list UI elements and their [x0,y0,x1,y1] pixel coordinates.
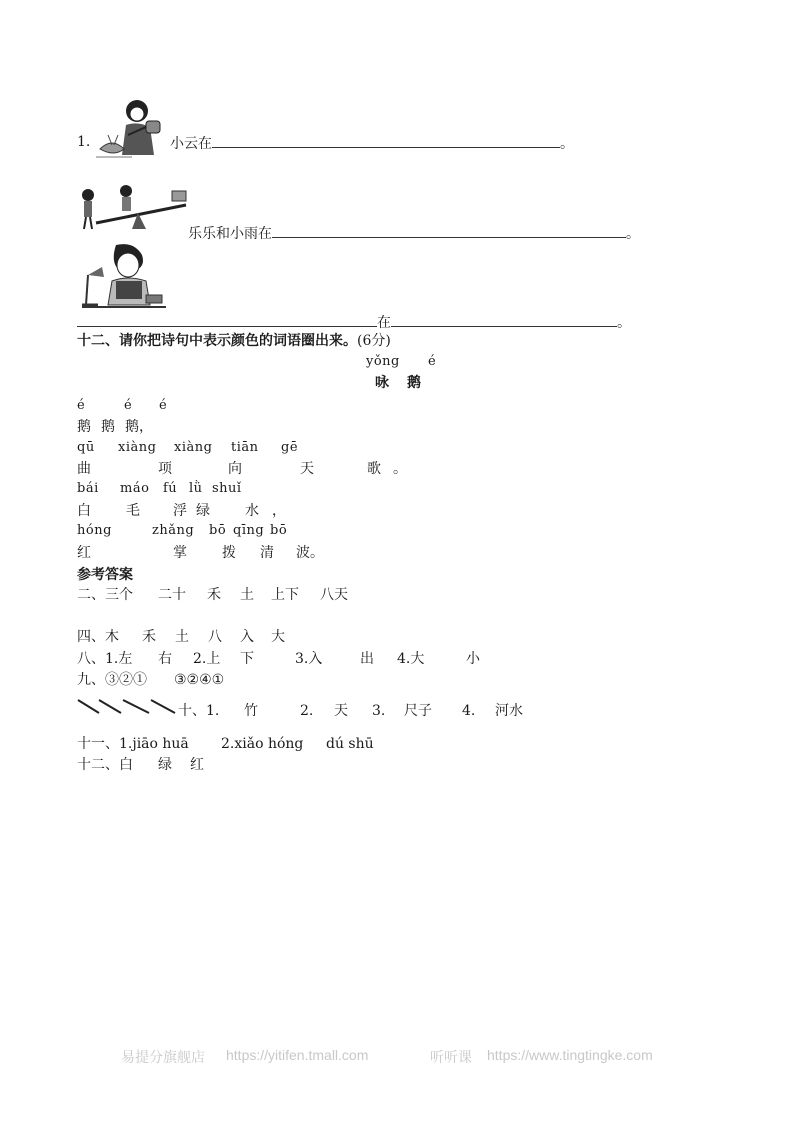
poem-punct: ， [272,503,286,519]
poem-char: 掌 [173,545,187,561]
item-3-prompt: 在 。 [77,312,631,332]
answer-item: 2. [300,703,314,719]
answer-item: 出 [360,651,374,667]
answer-item: 3.入 [295,651,323,667]
pinyin: é [159,398,168,413]
poem-char: 拨 [222,545,236,561]
answer-item: 八、1.左 [77,651,133,667]
answer-item: 十、1. [178,703,220,719]
answer-item: 八天 [320,587,348,603]
answer-item: 河水 [495,703,523,719]
children-seesaw-illustration [76,183,188,233]
answer-item: 大 [271,629,285,645]
pinyin: tiān [231,440,259,455]
answer-item: 右 [158,651,172,667]
poem-char: 清 [260,545,274,561]
item-1-number: 1. [77,134,91,150]
pinyin: shuǐ [212,481,242,496]
poem-char: 项 [158,461,172,477]
answer-item: 四、木 [77,629,119,645]
answer-item: 2.xiǎo hóng [221,736,304,752]
title-pinyin-1: yǒng [366,354,400,369]
pinyin: é [124,398,133,413]
poem-char: 红 [77,545,91,561]
footer-shop-link[interactable]: https://yitifen.tmall.com [226,1047,369,1063]
answers-heading: 参考答案 [77,567,133,583]
answer-item: ③②④① [174,672,225,688]
pinyin: bō [270,523,288,538]
pinyin: gē [281,440,299,455]
answer-item: 九、③②① [77,672,147,688]
pinyin: bō [209,523,227,538]
poem-char: 波。 [296,545,324,561]
answer-item: 入 [240,629,254,645]
answer-item: 土 [175,629,189,645]
poem-char: 向 [228,461,242,477]
answer-item: 4.大 [397,651,425,667]
answer-item: 绿 [158,757,172,773]
answer-item: 红 [190,757,204,773]
footer-shop-name: 易提分旗舰店 [121,1049,205,1065]
item-1-prompt: 小云在 。 [170,133,574,153]
pinyin: qū [77,440,95,455]
poem-char: 天 [300,461,314,477]
pinyin: qīng [233,523,265,538]
answer-item: 禾 [207,587,221,603]
answer-item: 3. [372,703,386,719]
answer-item: 土 [240,587,254,603]
pinyin: máo [120,481,150,496]
boy-reading-illustration [76,241,168,313]
answer-blank-1[interactable] [212,133,560,148]
title-pinyin-2: é [428,354,437,369]
poem-char: 歌 [367,461,381,477]
pinyin: hóng [77,523,112,538]
answer-item: 下 [240,651,254,667]
answer-blank-2[interactable] [272,223,626,238]
pinyin: xiàng [174,440,213,455]
poem-char: 鹅 [77,419,91,435]
answer-item: 十二、白 [77,757,133,773]
poem-title-char-1: 咏 [375,375,389,391]
answer-item: 2.上 [193,651,221,667]
item-2-prompt: 乐乐和小雨在 。 [188,223,640,243]
poem-char: 毛 [126,503,140,519]
poem-char: 浮 [173,503,187,519]
pinyin: bái [77,481,99,496]
pinyin: xiàng [118,440,157,455]
answer-item: dú shū [326,736,374,752]
pinyin: lǜ [189,481,203,496]
answer-item: 尺子 [404,703,432,719]
answer-item: 天 [334,703,348,719]
poem-char: 鹅 [101,419,115,435]
poem-char: 白 [77,503,91,519]
answer-item: 二十 [158,587,186,603]
answer-item: 八 [208,629,222,645]
poem-char: 绿 [196,503,210,519]
answer-item: 4. [462,703,476,719]
answer-item: 二、三个 [77,587,133,603]
question-12-heading: 十二、请你把诗句中表示颜色的词语圈出来。(6分) [77,333,391,349]
pinyin: fú [163,481,178,496]
answer-item: 小 [466,651,480,667]
pinyin: zhǎng [152,523,195,538]
girl-watering-plant-illustration [92,97,170,163]
answer-blank-3b[interactable] [391,312,617,327]
answer-item: 禾 [142,629,156,645]
answer-item: 十一、1.jiāo huā [77,736,189,752]
footer-site-link[interactable]: https://www.tingtingke.com [487,1047,653,1063]
poem-char: 水 [245,503,259,519]
poem-char: 曲 [77,461,91,477]
footer-site-name: 听听课 [430,1049,472,1065]
stroke-marks-answer [77,698,177,716]
poem-char: 鹅， [125,419,153,435]
poem-title-char-2: 鹅 [407,375,421,391]
answer-item: 上下 [271,587,299,603]
answer-item: 竹 [244,703,258,719]
answer-blank-3a[interactable] [77,312,377,327]
pinyin: é [77,398,86,413]
poem-punct: 。 [393,461,407,477]
